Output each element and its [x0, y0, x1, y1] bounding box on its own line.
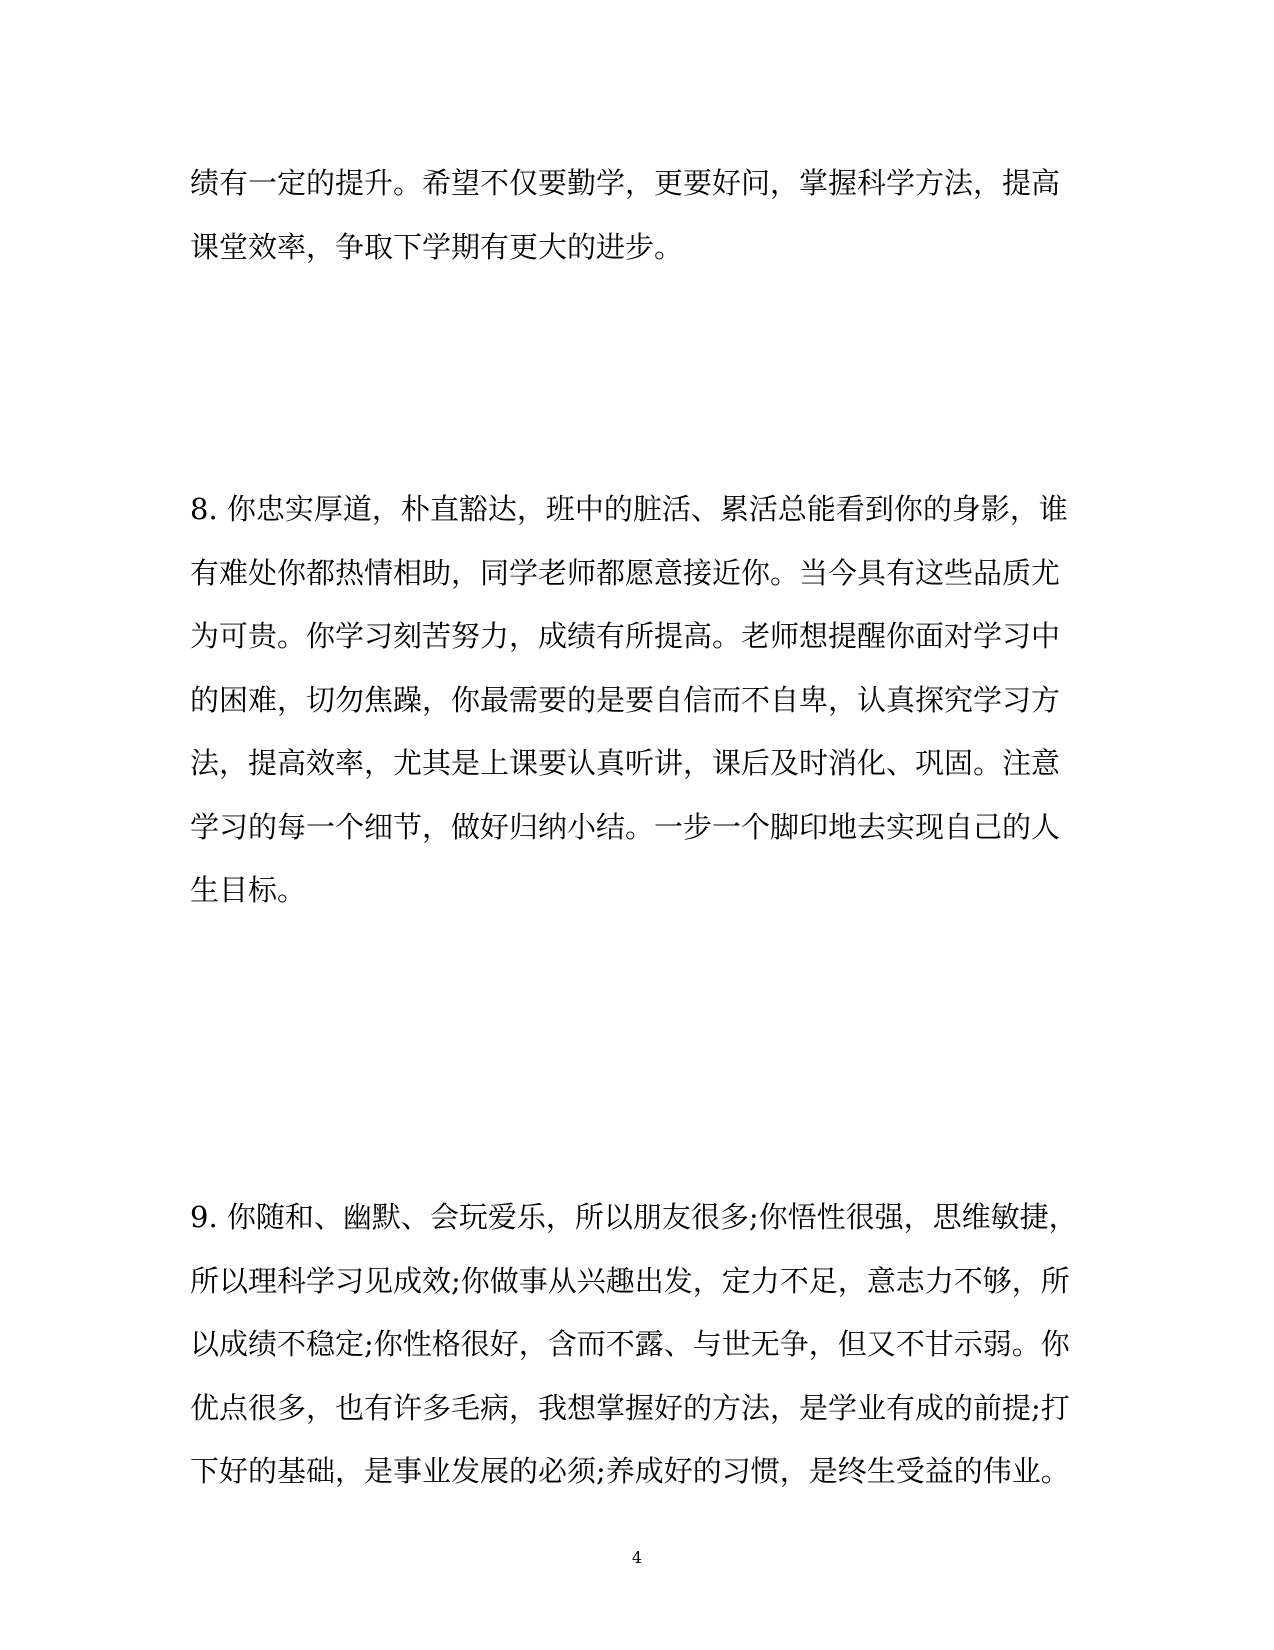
text-line: 下好的基础，是事业发展的必须;养成好的习惯，是终生受益的伟业。	[190, 1454, 1070, 1488]
text-line: 以成绩不稳定;你性格很好，含而不露、与世无争，但又不甘示弱。你	[190, 1327, 1070, 1361]
text-line: 生目标。	[190, 873, 307, 907]
paragraph-item-8	[190, 478, 1090, 923]
text-line: 绩有一定的提升。希望不仅要勤学，更要好问，掌握科学方法，提高	[190, 166, 1061, 200]
text-line: 优点很多，也有许多毛病，我想掌握好的方法，是学业有成的前提;打	[190, 1390, 1070, 1425]
paragraph-item-9	[190, 1186, 1090, 1504]
text-line: 有难处你都热情相助，同学老师都愿意接近你。当今具有这些品质尤	[190, 555, 1061, 590]
text-line: 为可贵。你学习刻苦努力，成绩有所提高。老师想提醒你面对学习中	[190, 619, 1061, 653]
page-number: 4	[631, 1548, 643, 1567]
text-line: 课堂效率，争取下学期有更大的进步。	[190, 229, 684, 264]
text-line: 9. 你随和、幽默、会玩爱乐，所以朋友很多;你悟性很强，思维敏捷，	[190, 1200, 1078, 1234]
text-line: 学习的每一个细节，做好归纳小结。一步一个脚印地去实现自己的人	[190, 809, 1061, 844]
text-line: 的困难，切勿焦躁，你最需要的是要自信而不自卑，认真探究学习方	[190, 682, 1061, 717]
text-line: 法，提高效率，尤其是上课要认真听讲，课后及时消化、巩固。注意	[190, 746, 1061, 780]
text-line: 8. 你忠实厚道，朴直豁达，班中的脏活、累活总能看到你的身影，谁	[190, 492, 1068, 526]
paragraph-continuation	[190, 152, 1090, 279]
text-line: 所以理科学习见成效;你做事从兴趣出发，定力不足，意志力不够，所	[190, 1263, 1070, 1298]
